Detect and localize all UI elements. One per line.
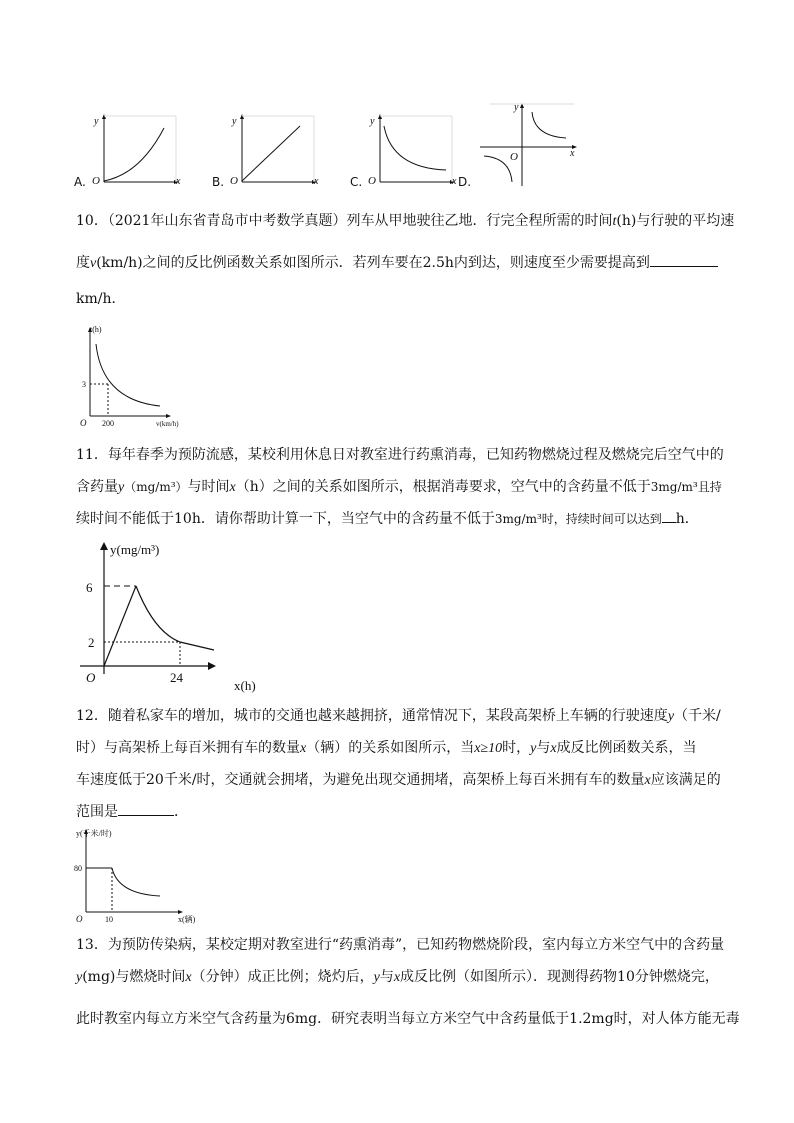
q10-curve: [96, 344, 160, 406]
q13-line1: [76, 936, 724, 954]
q11-text-3d: h．: [675, 511, 699, 527]
option-b-x-label: x: [314, 176, 319, 187]
q12-text-4a: 范围是: [76, 804, 118, 820]
option-b-line: [242, 126, 300, 181]
q13-line2: [76, 968, 719, 987]
option-d-origin: O: [510, 151, 518, 163]
q10-text-1a: 列车从甲地驶往乙地．行完全程所需的时间: [346, 213, 613, 229]
q11-unit-x: （h）: [235, 479, 273, 495]
q11-text-2a: 含药量: [76, 479, 118, 495]
option-b-y-label: y: [232, 116, 237, 127]
option-c-curve: [384, 126, 446, 170]
q12-text-2e: 成反比例函数关系，当: [556, 740, 697, 756]
q12-condition: x≥10: [474, 741, 503, 756]
q11-y-tick-6: 6: [86, 580, 93, 595]
q10-line3: [76, 290, 126, 308]
q11-text-3c: 3mg/m³时，持续时间可以达到: [494, 512, 662, 526]
q12-var-x-3: x: [644, 773, 651, 788]
q11-unit-y: （mg/m³）: [124, 480, 188, 494]
q12-text-3b: 千米/时，交通就会拥堵，为避免出现交通拥堵，高架桥上每百米拥有车的数量: [163, 772, 645, 788]
option-d-x-label: x: [570, 148, 575, 159]
q10-hours: 2.5h: [422, 255, 454, 271]
q10-line2: [76, 254, 718, 273]
option-d-label[interactable]: D.: [458, 175, 472, 189]
q13-text-3c: 时，对人体方能无毒: [613, 1011, 740, 1027]
q11-text-2b: 与时间: [187, 479, 230, 495]
q11-var-x: x: [229, 480, 236, 495]
q12-answer-blank[interactable]: [118, 803, 174, 816]
option-a-x-label: x: [176, 176, 181, 187]
q12-text-2c: 时，: [502, 740, 531, 756]
q10-x-tick: 200: [102, 419, 114, 428]
option-c-x-label: x: [452, 176, 457, 187]
q13-var-y-2: y: [373, 970, 380, 985]
q13-text-2b: （分钟）成正比例；烧灼后，: [191, 969, 374, 985]
q10-text-3: km/h．: [76, 291, 126, 307]
q10-line1: [76, 212, 734, 231]
q10-text-1b: 与行驶的平均速: [636, 213, 735, 229]
q12-text-2a: 时）与高架桥上每百米拥有车的数量: [76, 740, 300, 756]
q10-var-t: t: [612, 214, 617, 229]
q10-number: 10．: [76, 213, 108, 229]
q11-text-2c: 之间的关系如图所示，根据消毒要求，空气中的含药量不低于: [272, 479, 651, 495]
option-b-origin: O: [230, 175, 238, 187]
q12-x-tick: 10: [105, 915, 113, 924]
q10-text-2a: 度: [76, 255, 90, 271]
q10-text-2b: 之间的反比例函数关系如图所示．若列车要在: [142, 255, 423, 271]
q11-x-label: x(h): [234, 678, 256, 693]
q12-var-y-2: y: [530, 741, 537, 756]
q11-graph: [76, 536, 276, 696]
q12-text-2b: （辆）的关系如图所示，当: [306, 740, 475, 756]
q10-unit-h: (h): [616, 213, 637, 229]
q13-text-2c: 与: [379, 969, 394, 985]
q12-line3: [76, 771, 721, 790]
q11-origin: O: [86, 670, 96, 685]
q11-line2: [76, 478, 722, 497]
q12-y-tick: 80: [74, 864, 82, 873]
option-d-curve-q1: [532, 112, 566, 138]
q11-y-label: y(mg/m³): [110, 542, 160, 557]
q12-line4: [76, 803, 188, 821]
q11-x-arrow: [208, 662, 216, 670]
option-b-graph: [226, 112, 321, 188]
q13-var-x-2: x: [393, 970, 401, 985]
q10-x-label: v(km/h): [156, 420, 179, 428]
q13-text-2d: 成反比例（如图所示）．现测得药物: [400, 969, 618, 985]
q11-hours: 10h: [174, 511, 201, 527]
q12-text-4b: ．: [174, 804, 188, 820]
q10-var-v: v: [90, 256, 97, 271]
q12-var-x-2: x: [550, 741, 557, 756]
option-a-y-label: y: [94, 116, 99, 127]
q11-var-y: y: [118, 480, 125, 495]
option-c-y-label: y: [370, 116, 375, 127]
q12-text-2d: 与: [536, 740, 551, 756]
option-a-graph: [88, 112, 183, 188]
option-d-graph: [476, 100, 580, 188]
option-c-origin: O: [368, 175, 376, 187]
q13-var-y: y: [76, 970, 83, 985]
q13-text-2a: (mg)与燃烧时间: [82, 969, 186, 985]
q10-source: （2021年山东省青岛市中考数学真题）: [107, 213, 347, 229]
q13-text-1: 13．为预防传染病，某校定期对教室进行“药熏消毒”，已知药物燃烧阶段，室内每立方米空气中的含药量: [76, 937, 725, 953]
q11-text-1: 11．每年春季为预防流感，某校利用休息日对教室进行药熏消毒，已知药物燃烧过程及燃烧完后空气中的: [76, 447, 724, 463]
option-b-label[interactable]: B.: [212, 175, 225, 189]
q11-y-arrow: [100, 542, 108, 550]
option-a-label[interactable]: A.: [74, 175, 86, 189]
q10-unit-kmh: (km/h): [96, 255, 143, 271]
q12-y-label: y(千米/时): [76, 829, 112, 838]
q12-text-3c: 应该满足的: [650, 772, 721, 788]
q12-x-arrow: [178, 910, 183, 914]
q12-graph: [74, 826, 204, 924]
q10-y-tick: 3: [82, 380, 86, 389]
q10-graph: [76, 322, 206, 426]
q13-text-2e: 分钟燃烧完，: [634, 969, 719, 985]
q12-speed: 20: [146, 772, 164, 788]
q13-text-3b: ．研究表明当每立方米空气中含药量低于: [317, 1011, 570, 1027]
option-a-origin: O: [92, 175, 100, 187]
q11-decay: [136, 586, 214, 650]
q12-curve: [112, 868, 160, 896]
q12-origin: O: [76, 914, 83, 924]
q11-rise: [104, 586, 136, 666]
q12-text-3a: 车速度低于: [76, 772, 146, 788]
option-c-graph: [364, 112, 459, 188]
q13-text-3a: 此时教室内每立方米空气含药量为: [76, 1011, 286, 1027]
q12-line2: [76, 739, 697, 758]
option-d-y-label: y: [514, 102, 519, 113]
q11-text-3a: 续时间不能低于: [76, 511, 174, 527]
q11-text-2d: 3mg/m³且持: [650, 480, 722, 494]
q12-text-1b: （千米/: [674, 708, 721, 724]
q13-line3: [76, 1010, 740, 1028]
q10-origin: O: [80, 418, 87, 428]
option-a-curve: [104, 128, 164, 181]
option-c-label[interactable]: C.: [350, 175, 363, 189]
q11-answer-blank[interactable]: [662, 510, 676, 523]
q13-threshold: 1.2mg: [569, 1011, 614, 1027]
q10-text-2c: 内到达，则速度至少需要提高到: [453, 255, 650, 271]
q11-y-tick-2: 2: [88, 635, 95, 650]
q13-var-x: x: [185, 970, 192, 985]
q11-line3: [76, 510, 699, 528]
q12-var-y: y: [667, 709, 675, 724]
q12-text-1a: 12．随着私家车的增加，城市的交通也越来越拥挤，通常情况下，某段高架桥上车辆的行驶速度: [76, 708, 668, 724]
q10-y-label: t(h): [90, 325, 102, 334]
q10-x-arrow: [166, 414, 171, 418]
q12-line1: [76, 707, 721, 726]
q12-var-x: x: [300, 741, 307, 756]
q10-answer-blank[interactable]: [650, 254, 718, 267]
q11-text-3b: ．请你帮助计算一下，当空气中的含药量不低于: [200, 511, 495, 527]
q13-amount: 6mg: [286, 1011, 318, 1027]
q13-minutes: 10: [617, 969, 635, 985]
option-d-curve-q3: [484, 156, 512, 182]
q11-x-tick: 24: [170, 670, 183, 685]
q12-x-label: x(辆): [178, 915, 196, 924]
q11-line1: [76, 446, 724, 464]
